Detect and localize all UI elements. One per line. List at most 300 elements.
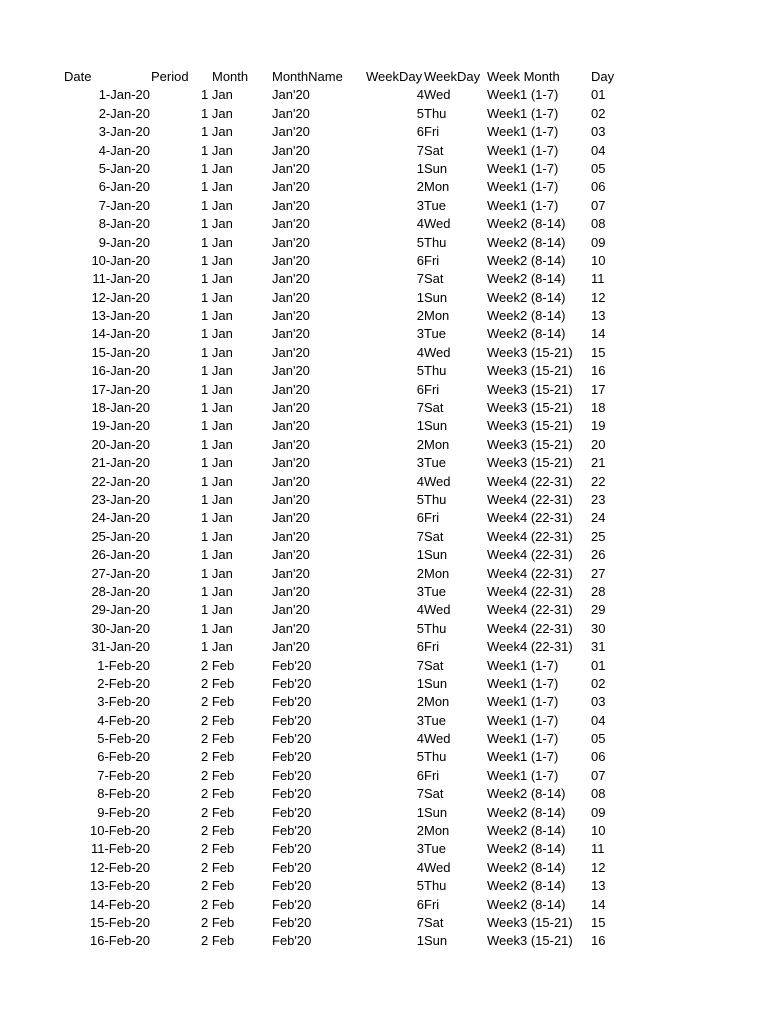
cell-month[interactable]: 2 Feb xyxy=(201,878,235,894)
cell-day[interactable]: 25 xyxy=(591,528,606,544)
cell-day[interactable]: 22 xyxy=(591,473,606,489)
cell-weekday[interactable]: Mon xyxy=(424,694,450,710)
cell-month[interactable]: 2 Feb xyxy=(201,675,235,691)
cell-week-month[interactable]: Week3 (15-21) xyxy=(487,914,573,930)
cell-month[interactable]: 1 Jan xyxy=(201,565,233,581)
cell-week-month[interactable]: Week1 (1-7) xyxy=(487,105,559,121)
cell-month[interactable]: 2 Feb xyxy=(201,767,235,783)
cell-month-name[interactable]: Jan'20 xyxy=(272,252,310,268)
cell-date[interactable]: 16-Jan-20 xyxy=(91,363,150,379)
cell-day[interactable]: 20 xyxy=(591,436,606,452)
cell-day[interactable]: 11 xyxy=(591,271,605,287)
cell-date[interactable]: 15-Jan-20 xyxy=(91,344,150,360)
cell-day[interactable]: 30 xyxy=(591,620,606,636)
cell-day[interactable]: 31 xyxy=(591,639,606,655)
cell-month-name[interactable]: Jan'20 xyxy=(272,308,310,324)
header-period[interactable]: Period xyxy=(151,69,189,84)
cell-day[interactable]: 18 xyxy=(591,400,606,416)
cell-month-name[interactable]: Feb'20 xyxy=(272,896,312,912)
cell-week-month[interactable]: Week4 (22-31) xyxy=(487,620,573,636)
cell-date[interactable]: 13-Jan-20 xyxy=(91,308,150,324)
cell-month-name[interactable]: Jan'20 xyxy=(272,105,310,121)
cell-day[interactable]: 28 xyxy=(591,583,606,599)
cell-weekday[interactable]: Sun xyxy=(424,160,448,176)
header-month[interactable]: Month xyxy=(212,69,249,84)
cell-month[interactable]: 1 Jan xyxy=(201,179,233,195)
cell-month-name[interactable]: Feb'20 xyxy=(272,675,312,691)
cell-month-name[interactable]: Jan'20 xyxy=(272,289,310,305)
cell-day[interactable]: 16 xyxy=(591,933,606,949)
cell-weekday-number[interactable]: 2 xyxy=(416,823,424,839)
cell-day[interactable]: 08 xyxy=(591,786,606,802)
cell-month-name[interactable]: Feb'20 xyxy=(272,749,312,765)
cell-month-name[interactable]: Jan'20 xyxy=(272,565,310,581)
cell-weekday-number[interactable]: 1 xyxy=(416,547,424,563)
cell-weekday-number[interactable]: 6 xyxy=(416,896,424,912)
cell-month[interactable]: 1 Jan xyxy=(201,602,233,618)
cell-weekday-number[interactable]: 1 xyxy=(416,160,424,176)
cell-week-month[interactable]: Week3 (15-21) xyxy=(487,418,573,434)
cell-week-month[interactable]: Week3 (15-21) xyxy=(487,933,573,949)
cell-month-name[interactable]: Jan'20 xyxy=(272,491,310,507)
cell-month-name[interactable]: Jan'20 xyxy=(272,179,310,195)
cell-month[interactable]: 1 Jan xyxy=(201,363,233,379)
cell-weekday-number[interactable]: 3 xyxy=(416,326,424,342)
cell-month[interactable]: 1 Jan xyxy=(201,344,233,360)
cell-month-name[interactable]: Jan'20 xyxy=(272,620,310,636)
cell-weekday[interactable]: Tue xyxy=(424,583,446,599)
cell-day[interactable]: 29 xyxy=(591,602,606,618)
cell-month[interactable]: 2 Feb xyxy=(201,896,235,912)
cell-date[interactable]: 20-Jan-20 xyxy=(91,436,150,452)
cell-month-name[interactable]: Jan'20 xyxy=(272,142,310,158)
cell-date[interactable]: 26-Jan-20 xyxy=(91,547,150,563)
cell-date[interactable]: 2-Feb-20 xyxy=(97,675,150,691)
cell-weekday-number[interactable]: 4 xyxy=(416,87,424,103)
cell-month[interactable]: 1 Jan xyxy=(201,510,233,526)
cell-day[interactable]: 05 xyxy=(591,160,606,176)
cell-month-name[interactable]: Feb'20 xyxy=(272,712,312,728)
cell-date[interactable]: 4-Jan-20 xyxy=(98,142,150,158)
cell-month[interactable]: 1 Jan xyxy=(201,271,233,287)
cell-week-month[interactable]: Week1 (1-7) xyxy=(487,675,559,691)
cell-weekday-number[interactable]: 5 xyxy=(416,363,424,379)
cell-weekday[interactable]: Fri xyxy=(424,639,440,655)
cell-month[interactable]: 1 Jan xyxy=(201,547,233,563)
cell-week-month[interactable]: Week4 (22-31) xyxy=(487,510,573,526)
cell-weekday-number[interactable]: 6 xyxy=(416,381,424,397)
cell-date[interactable]: 14-Jan-20 xyxy=(91,326,150,342)
cell-weekday[interactable]: Sat xyxy=(424,914,444,930)
cell-weekday[interactable]: Sat xyxy=(424,142,444,158)
cell-date[interactable]: 17-Jan-20 xyxy=(91,381,150,397)
cell-weekday-number[interactable]: 4 xyxy=(416,859,424,875)
cell-month-name[interactable]: Feb'20 xyxy=(272,786,312,802)
cell-day[interactable]: 01 xyxy=(591,87,606,103)
cell-day[interactable]: 03 xyxy=(591,694,606,710)
cell-month-name[interactable]: Jan'20 xyxy=(272,602,310,618)
cell-week-month[interactable]: Week3 (15-21) xyxy=(487,344,573,360)
cell-month-name[interactable]: Jan'20 xyxy=(272,344,310,360)
cell-month-name[interactable]: Jan'20 xyxy=(272,271,310,287)
cell-month[interactable]: 1 Jan xyxy=(201,326,233,342)
cell-weekday[interactable]: Fri xyxy=(424,896,440,912)
cell-week-month[interactable]: Week2 (8-14) xyxy=(487,289,566,305)
cell-weekday-number[interactable]: 6 xyxy=(416,252,424,268)
cell-month-name[interactable]: Jan'20 xyxy=(272,363,310,379)
cell-weekday[interactable]: Mon xyxy=(424,823,450,839)
cell-day[interactable]: 03 xyxy=(591,124,606,140)
cell-day[interactable]: 12 xyxy=(591,859,606,875)
cell-month-name[interactable]: Jan'20 xyxy=(272,381,310,397)
cell-weekday-number[interactable]: 7 xyxy=(416,400,424,416)
cell-weekday-number[interactable]: 5 xyxy=(416,749,424,765)
cell-month-name[interactable]: Jan'20 xyxy=(272,510,310,526)
cell-weekday-number[interactable]: 1 xyxy=(416,418,424,434)
cell-month-name[interactable]: Jan'20 xyxy=(272,197,310,213)
cell-week-month[interactable]: Week2 (8-14) xyxy=(487,308,566,324)
cell-week-month[interactable]: Week1 (1-7) xyxy=(487,160,559,176)
cell-day[interactable]: 07 xyxy=(591,197,606,213)
cell-week-month[interactable]: Week1 (1-7) xyxy=(487,731,559,747)
cell-weekday[interactable]: Sun xyxy=(424,675,448,691)
cell-weekday[interactable]: Wed xyxy=(424,731,451,747)
cell-week-month[interactable]: Week1 (1-7) xyxy=(487,142,559,158)
cell-weekday[interactable]: Mon xyxy=(424,179,450,195)
cell-week-month[interactable]: Week3 (15-21) xyxy=(487,455,573,471)
cell-weekday-number[interactable]: 7 xyxy=(416,528,424,544)
header-month-name[interactable]: MonthName xyxy=(272,69,343,84)
cell-weekday-number[interactable]: 3 xyxy=(416,841,424,857)
cell-week-month[interactable]: Week4 (22-31) xyxy=(487,473,573,489)
cell-day[interactable]: 13 xyxy=(591,308,606,324)
cell-date[interactable]: 2-Jan-20 xyxy=(98,105,150,121)
cell-day[interactable]: 12 xyxy=(591,289,606,305)
cell-month[interactable]: 1 Jan xyxy=(201,455,233,471)
cell-weekday[interactable]: Wed xyxy=(424,473,451,489)
cell-week-month[interactable]: Week2 (8-14) xyxy=(487,252,566,268)
cell-weekday-number[interactable]: 1 xyxy=(416,804,424,820)
cell-month[interactable]: 2 Feb xyxy=(201,841,235,857)
cell-weekday-number[interactable]: 4 xyxy=(416,216,424,232)
cell-date[interactable]: 7-Jan-20 xyxy=(98,197,150,213)
cell-date[interactable]: 15-Feb-20 xyxy=(90,914,150,930)
cell-weekday-number[interactable]: 2 xyxy=(416,179,424,195)
cell-month[interactable]: 2 Feb xyxy=(201,657,235,673)
cell-weekday[interactable]: Thu xyxy=(424,491,447,507)
cell-week-month[interactable]: Week4 (22-31) xyxy=(487,547,573,563)
cell-weekday-number[interactable]: 2 xyxy=(416,308,424,324)
cell-date[interactable]: 18-Jan-20 xyxy=(91,400,150,416)
cell-weekday[interactable]: Sat xyxy=(424,400,444,416)
cell-month-name[interactable]: Jan'20 xyxy=(272,418,310,434)
cell-weekday[interactable]: Wed xyxy=(424,859,451,875)
cell-month-name[interactable]: Feb'20 xyxy=(272,933,312,949)
cell-month[interactable]: 1 Jan xyxy=(201,583,233,599)
cell-weekday[interactable]: Fri xyxy=(424,252,440,268)
cell-day[interactable]: 05 xyxy=(591,731,606,747)
cell-month[interactable]: 1 Jan xyxy=(201,252,233,268)
cell-week-month[interactable]: Week1 (1-7) xyxy=(487,767,559,783)
cell-date[interactable]: 24-Jan-20 xyxy=(91,510,150,526)
cell-day[interactable]: 01 xyxy=(591,657,606,673)
cell-month-name[interactable]: Feb'20 xyxy=(272,841,312,857)
cell-week-month[interactable]: Week3 (15-21) xyxy=(487,436,573,452)
cell-date[interactable]: 11-Jan-20 xyxy=(92,271,150,287)
cell-month[interactable]: 1 Jan xyxy=(201,216,233,232)
cell-day[interactable]: 23 xyxy=(591,491,606,507)
cell-weekday-number[interactable]: 7 xyxy=(416,786,424,802)
cell-weekday[interactable]: Thu xyxy=(424,749,447,765)
cell-month-name[interactable]: Jan'20 xyxy=(272,583,310,599)
cell-date[interactable]: 7-Feb-20 xyxy=(97,767,150,783)
cell-month-name[interactable]: Jan'20 xyxy=(272,87,310,103)
cell-weekday-number[interactable]: 3 xyxy=(416,712,424,728)
cell-month-name[interactable]: Jan'20 xyxy=(272,160,310,176)
header-weekday-number[interactable]: WeekDay xyxy=(366,69,423,84)
cell-day[interactable]: 09 xyxy=(591,234,606,250)
cell-month-name[interactable]: Jan'20 xyxy=(272,528,310,544)
cell-weekday-number[interactable]: 7 xyxy=(416,271,424,287)
cell-month-name[interactable]: Jan'20 xyxy=(272,326,310,342)
cell-month-name[interactable]: Feb'20 xyxy=(272,914,312,930)
cell-month-name[interactable]: Feb'20 xyxy=(272,859,312,875)
cell-weekday[interactable]: Sun xyxy=(424,418,448,434)
cell-weekday-number[interactable]: 3 xyxy=(416,455,424,471)
cell-weekday-number[interactable]: 6 xyxy=(416,124,424,140)
cell-weekday[interactable]: Sun xyxy=(424,289,448,305)
cell-month[interactable]: 1 Jan xyxy=(201,436,233,452)
cell-weekday[interactable]: Tue xyxy=(424,712,446,728)
cell-week-month[interactable]: Week1 (1-7) xyxy=(487,179,559,195)
cell-week-month[interactable]: Week2 (8-14) xyxy=(487,786,566,802)
cell-weekday-number[interactable]: 4 xyxy=(416,602,424,618)
cell-weekday[interactable]: Thu xyxy=(424,878,447,894)
cell-day[interactable]: 13 xyxy=(591,878,606,894)
cell-date[interactable]: 5-Jan-20 xyxy=(98,160,150,176)
cell-month[interactable]: 2 Feb xyxy=(201,712,235,728)
cell-week-month[interactable]: Week2 (8-14) xyxy=(487,878,566,894)
cell-date[interactable]: 27-Jan-20 xyxy=(91,565,150,581)
cell-month-name[interactable]: Jan'20 xyxy=(272,436,310,452)
cell-week-month[interactable]: Week2 (8-14) xyxy=(487,804,566,820)
cell-weekday-number[interactable]: 4 xyxy=(416,731,424,747)
cell-weekday[interactable]: Sun xyxy=(424,547,448,563)
cell-month[interactable]: 2 Feb xyxy=(201,804,235,820)
cell-month[interactable]: 2 Feb xyxy=(201,731,235,747)
cell-weekday-number[interactable]: 3 xyxy=(416,583,424,599)
cell-month[interactable]: 2 Feb xyxy=(201,694,235,710)
cell-date[interactable]: 3-Feb-20 xyxy=(97,694,150,710)
cell-month-name[interactable]: Feb'20 xyxy=(272,823,312,839)
cell-weekday-number[interactable]: 7 xyxy=(416,914,424,930)
cell-month-name[interactable]: Jan'20 xyxy=(272,473,310,489)
cell-weekday-number[interactable]: 1 xyxy=(416,933,424,949)
cell-weekday[interactable]: Tue xyxy=(424,326,446,342)
cell-month-name[interactable]: Jan'20 xyxy=(272,400,310,416)
cell-week-month[interactable]: Week1 (1-7) xyxy=(487,87,559,103)
cell-month-name[interactable]: Jan'20 xyxy=(272,234,310,250)
cell-month-name[interactable]: Feb'20 xyxy=(272,694,312,710)
cell-date[interactable]: 4-Feb-20 xyxy=(97,712,150,728)
cell-month[interactable]: 1 Jan xyxy=(201,197,233,213)
cell-weekday[interactable]: Sun xyxy=(424,933,448,949)
cell-week-month[interactable]: Week1 (1-7) xyxy=(487,657,559,673)
cell-day[interactable]: 08 xyxy=(591,216,606,232)
cell-date[interactable]: 19-Jan-20 xyxy=(91,418,150,434)
cell-weekday[interactable]: Mon xyxy=(424,565,450,581)
cell-weekday[interactable]: Sun xyxy=(424,804,448,820)
cell-weekday-number[interactable]: 5 xyxy=(416,105,424,121)
cell-day[interactable]: 16 xyxy=(591,363,606,379)
cell-weekday-number[interactable]: 6 xyxy=(416,767,424,783)
cell-day[interactable]: 04 xyxy=(591,142,606,158)
cell-date[interactable]: 13-Feb-20 xyxy=(90,878,150,894)
cell-day[interactable]: 11 xyxy=(591,841,605,857)
cell-date[interactable]: 16-Feb-20 xyxy=(90,933,150,949)
cell-month-name[interactable]: Jan'20 xyxy=(272,124,310,140)
cell-week-month[interactable]: Week1 (1-7) xyxy=(487,712,559,728)
cell-week-month[interactable]: Week1 (1-7) xyxy=(487,124,559,140)
cell-month[interactable]: 2 Feb xyxy=(201,859,235,875)
cell-month[interactable]: 1 Jan xyxy=(201,381,233,397)
cell-date[interactable]: 11-Feb-20 xyxy=(90,841,150,857)
cell-day[interactable]: 15 xyxy=(591,344,606,360)
cell-month[interactable]: 2 Feb xyxy=(201,823,235,839)
cell-date[interactable]: 14-Feb-20 xyxy=(90,896,150,912)
cell-day[interactable]: 21 xyxy=(591,455,606,471)
cell-weekday-number[interactable]: 2 xyxy=(416,565,424,581)
cell-date[interactable]: 5-Feb-20 xyxy=(97,731,150,747)
cell-day[interactable]: 06 xyxy=(591,179,606,195)
cell-month-name[interactable]: Jan'20 xyxy=(272,547,310,563)
cell-date[interactable]: 8-Feb-20 xyxy=(97,786,150,802)
cell-day[interactable]: 19 xyxy=(591,418,606,434)
cell-week-month[interactable]: Week3 (15-21) xyxy=(487,381,573,397)
cell-weekday[interactable]: Fri xyxy=(424,124,440,140)
cell-month[interactable]: 1 Jan xyxy=(201,620,233,636)
cell-weekday[interactable]: Wed xyxy=(424,216,451,232)
cell-month[interactable]: 1 Jan xyxy=(201,234,233,250)
cell-weekday-number[interactable]: 7 xyxy=(416,142,424,158)
cell-month[interactable]: 2 Feb xyxy=(201,749,235,765)
cell-weekday-number[interactable]: 5 xyxy=(416,234,424,250)
cell-date[interactable]: 6-Jan-20 xyxy=(98,179,150,195)
cell-month[interactable]: 1 Jan xyxy=(201,473,233,489)
cell-month[interactable]: 1 Jan xyxy=(201,308,233,324)
cell-week-month[interactable]: Week1 (1-7) xyxy=(487,197,559,213)
cell-week-month[interactable]: Week2 (8-14) xyxy=(487,859,566,875)
cell-weekday[interactable]: Fri xyxy=(424,767,440,783)
cell-week-month[interactable]: Week1 (1-7) xyxy=(487,694,559,710)
cell-week-month[interactable]: Week3 (15-21) xyxy=(487,400,573,416)
cell-date[interactable]: 6-Feb-20 xyxy=(97,749,150,765)
cell-weekday[interactable]: Sat xyxy=(424,786,444,802)
cell-weekday[interactable]: Fri xyxy=(424,510,440,526)
cell-month[interactable]: 1 Jan xyxy=(201,289,233,305)
cell-month[interactable]: 1 Jan xyxy=(201,528,233,544)
cell-month-name[interactable]: Feb'20 xyxy=(272,731,312,747)
cell-month-name[interactable]: Jan'20 xyxy=(272,639,310,655)
cell-date[interactable]: 29-Jan-20 xyxy=(91,602,150,618)
cell-date[interactable]: 12-Feb-20 xyxy=(90,859,150,875)
cell-month-name[interactable]: Feb'20 xyxy=(272,657,312,673)
cell-month[interactable]: 2 Feb xyxy=(201,933,235,949)
cell-week-month[interactable]: Week2 (8-14) xyxy=(487,271,566,287)
cell-weekday[interactable]: Mon xyxy=(424,308,450,324)
cell-date[interactable]: 3-Jan-20 xyxy=(98,124,150,140)
cell-date[interactable]: 1-Jan-20 xyxy=(98,87,150,103)
cell-weekday-number[interactable]: 4 xyxy=(416,473,424,489)
cell-month[interactable]: 1 Jan xyxy=(201,418,233,434)
cell-date[interactable]: 31-Jan-20 xyxy=(91,639,150,655)
cell-week-month[interactable]: Week4 (22-31) xyxy=(487,528,573,544)
cell-date[interactable]: 8-Jan-20 xyxy=(98,216,150,232)
cell-month[interactable]: 1 Jan xyxy=(201,400,233,416)
cell-date[interactable]: 12-Jan-20 xyxy=(91,289,150,305)
cell-weekday-number[interactable]: 5 xyxy=(416,620,424,636)
cell-week-month[interactable]: Week1 (1-7) xyxy=(487,749,559,765)
cell-day[interactable]: 02 xyxy=(591,675,606,691)
cell-month[interactable]: 1 Jan xyxy=(201,491,233,507)
cell-day[interactable]: 10 xyxy=(591,252,606,268)
cell-week-month[interactable]: Week2 (8-14) xyxy=(487,896,566,912)
cell-date[interactable]: 9-Feb-20 xyxy=(97,804,150,820)
cell-weekday[interactable]: Thu xyxy=(424,105,447,121)
cell-month-name[interactable]: Feb'20 xyxy=(272,878,312,894)
cell-day[interactable]: 17 xyxy=(591,381,606,397)
cell-day[interactable]: 14 xyxy=(591,326,606,342)
cell-weekday-number[interactable]: 3 xyxy=(416,197,424,213)
cell-week-month[interactable]: Week4 (22-31) xyxy=(487,602,573,618)
cell-day[interactable]: 14 xyxy=(591,896,606,912)
header-week-month[interactable]: Week Month xyxy=(487,69,560,84)
cell-weekday-number[interactable]: 5 xyxy=(416,491,424,507)
cell-weekday[interactable]: Tue xyxy=(424,197,446,213)
cell-week-month[interactable]: Week4 (22-31) xyxy=(487,583,573,599)
cell-weekday-number[interactable]: 7 xyxy=(416,657,424,673)
cell-weekday[interactable]: Tue xyxy=(424,841,446,857)
cell-weekday-number[interactable]: 2 xyxy=(416,436,424,452)
cell-date[interactable]: 10-Jan-20 xyxy=(91,252,150,268)
cell-weekday[interactable]: Sat xyxy=(424,271,444,287)
cell-day[interactable]: 02 xyxy=(591,105,606,121)
cell-day[interactable]: 26 xyxy=(591,547,606,563)
cell-weekday-number[interactable]: 4 xyxy=(416,344,424,360)
cell-day[interactable]: 10 xyxy=(591,823,606,839)
cell-week-month[interactable]: Week4 (22-31) xyxy=(487,565,573,581)
cell-weekday-number[interactable]: 1 xyxy=(416,289,424,305)
cell-month-name[interactable]: Feb'20 xyxy=(272,804,312,820)
header-date[interactable]: Date xyxy=(64,69,92,84)
cell-weekday-number[interactable]: 6 xyxy=(416,639,424,655)
cell-month[interactable]: 1 Jan xyxy=(201,87,233,103)
cell-date[interactable]: 1-Feb-20 xyxy=(97,657,150,673)
cell-week-month[interactable]: Week4 (22-31) xyxy=(487,639,573,655)
cell-week-month[interactable]: Week2 (8-14) xyxy=(487,326,566,342)
cell-month[interactable]: 1 Jan xyxy=(201,124,233,140)
cell-weekday[interactable]: Mon xyxy=(424,436,450,452)
cell-day[interactable]: 24 xyxy=(591,510,606,526)
cell-week-month[interactable]: Week2 (8-14) xyxy=(487,841,566,857)
cell-weekday[interactable]: Sat xyxy=(424,528,444,544)
cell-month[interactable]: 1 Jan xyxy=(201,105,233,121)
cell-day[interactable]: 15 xyxy=(591,914,606,930)
cell-month-name[interactable]: Jan'20 xyxy=(272,455,310,471)
cell-day[interactable]: 09 xyxy=(591,804,606,820)
cell-day[interactable]: 07 xyxy=(591,767,606,783)
cell-month[interactable]: 2 Feb xyxy=(201,786,235,802)
